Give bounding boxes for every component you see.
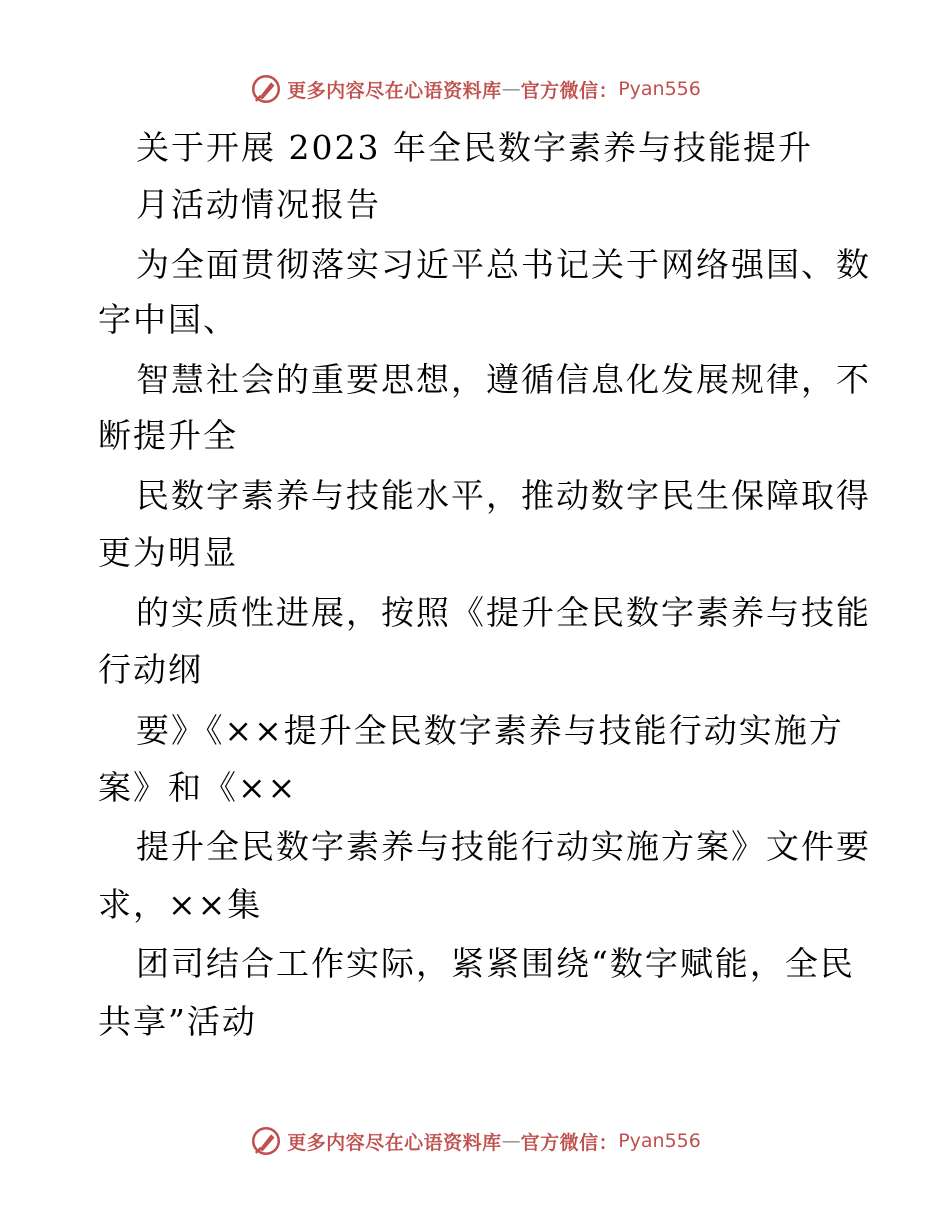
paragraph-line: 行动纲 [98,650,203,689]
footer-watermark [0,1124,950,1158]
paragraph-line: 的实质性进展，按照《提升全民数字素养与技能 [136,593,871,632]
document-title-line-1: 关于开展 2023 年全民数字素养与技能提升 [136,128,813,167]
paragraph-line: 更为明显 [98,533,238,572]
paragraph-line: 断提升全 [98,416,238,455]
paragraph-line: 民数字素养与技能水平，推动数字民生保障取得 [136,476,871,515]
paragraph-line: 智慧社会的重要思想，遵循信息化发展规律，不 [136,360,871,399]
paragraph-line: 提升全民数字素养与技能行动实施方案》文件要 [136,827,871,866]
watermark-separator: — [501,78,521,100]
paragraph-line: 为全面贯彻落实习近平总书记关于网络强国、数 [136,245,871,284]
pen-nib-logo-icon [249,72,283,106]
paragraph-line: 要》《××提升全民数字素养与技能行动实施方 [136,711,844,750]
paragraph-line: 团司结合工作实际，紧紧围绕“数字赋能，全民 [136,944,855,983]
paragraph-line: 案》和《×× [98,768,298,807]
watermark-wechat-label: 官方微信： [520,79,619,102]
header-watermark [0,72,950,106]
paragraph-line: 求，××集 [98,885,263,924]
paragraph-line: 字中国、 [98,300,238,339]
watermark-wechat-label: 官方微信： [520,1131,619,1154]
watermark-wechat-id: Pyan556 [618,1130,701,1152]
watermark-separator: — [501,1130,521,1152]
paragraph-line: 共享”活动 [98,1002,257,1041]
watermark-main-text: 更多内容尽在心语资料库 [287,79,502,102]
pen-nib-logo-icon [249,1124,283,1158]
document-title-line-2: 月活动情况报告 [136,185,381,224]
watermark-wechat-id: Pyan556 [618,78,701,100]
watermark-main-text: 更多内容尽在心语资料库 [287,1131,502,1154]
